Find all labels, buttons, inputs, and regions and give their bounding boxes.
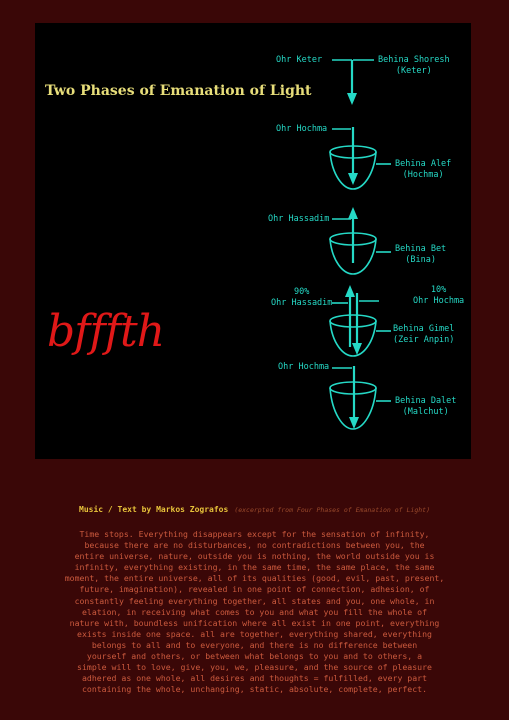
diagram-panel xyxy=(35,23,471,459)
label-ohr-hochma: Ohr Hochma xyxy=(278,362,330,372)
credit-line xyxy=(0,505,509,514)
label-ohr-hochma-10: 10% Ohr Hochma xyxy=(413,285,465,306)
credit-main: Music / Text by Markos Zografos xyxy=(79,505,229,514)
text-line: infinity, everything existing, in the same time, the same place, the same xyxy=(74,562,435,573)
text-line: because there are no disturbances, no contradictions between you, the xyxy=(84,540,425,551)
label-ohr-hassadim-90: 90% Ohr Hassadim xyxy=(271,287,333,308)
text-line: yourself and others, or between what belongs to you and to others, a xyxy=(86,651,423,662)
text-line: belongs to all and to everyone, and there is no difference between xyxy=(91,639,418,650)
logo-text: bfffth xyxy=(47,306,165,357)
label-behina-bet: Behina Bet (Bina) xyxy=(395,244,447,265)
text-line: Time stops. Everything disappears except for the sensation of infinity, xyxy=(79,529,430,539)
text-line: containing the whole, unchanging, static, absolute, complete, perfect. xyxy=(81,684,428,695)
label-ohr-hochma: Ohr Hochma xyxy=(276,124,328,134)
poem-text xyxy=(25,529,484,695)
up-arrow-icon xyxy=(348,207,358,219)
text-line: future, imagination), revealed in one point of connection, adhesion, of xyxy=(79,584,430,595)
label-ohr-hassadim: Ohr Hassadim xyxy=(268,214,330,224)
up-arrow-icon xyxy=(345,285,355,297)
text-line: entire universe, nature, outside you is nothing, the world outside you is xyxy=(74,551,435,562)
text-line: exists inside one space. all are together, everything shared, everything xyxy=(77,628,432,639)
text-line: constantly feeling everything together, all states and you, one whole, in xyxy=(74,595,435,606)
label-behina-alef: Behina Alef (Hochma) xyxy=(395,159,452,180)
label-behina-dalet: Behina Dalet (Malchut) xyxy=(395,396,457,417)
text-line: adhered as one whole, all desires and thoughts = fulfilled, every part xyxy=(81,673,428,684)
vessel-rim xyxy=(330,315,376,327)
credit-sub: (excerpted from Four Phases of Emanation of Light) xyxy=(234,506,430,514)
text-line: simple will to love, give, you, we, pleasure, and the source of pleasure xyxy=(77,662,432,673)
label-ohr-keter: Ohr Keter xyxy=(276,55,323,65)
text-line: moment, the entire universe, all of its qualities (good, evil, past, present, xyxy=(64,573,445,584)
label-behina-shoresh: Behina Shoresh (Keter) xyxy=(378,55,450,76)
label-behina-gimel: Behina Gimel (Zeir Anpin) xyxy=(393,324,455,345)
text-line: nature with, boundless unification where all exist in one point, everything xyxy=(69,617,440,628)
diagram-title: Two Phases of Emanation of Light xyxy=(45,83,312,99)
down-arrow-icon xyxy=(348,173,358,185)
down-arrow-icon xyxy=(347,93,357,105)
text-line: elation, in receiving what comes to you and what you fill the whole of xyxy=(81,606,428,617)
